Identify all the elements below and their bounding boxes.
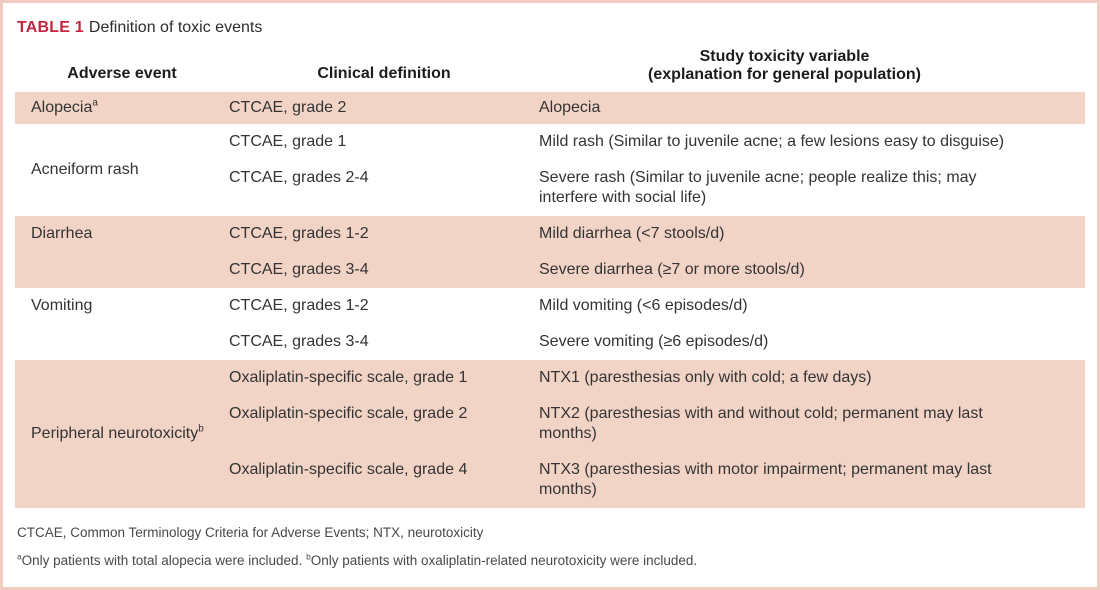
toxicity-variable-cell: Alopecia — [539, 99, 601, 116]
abbreviations-note: CTCAE, Common Terminology Criteria for Adverse Events; NTX, neurotoxicity — [17, 525, 484, 540]
toxicity-variable-cell: Mild diarrhea (<7 stools/d) — [539, 225, 725, 242]
row-group-acneiform-rash — [15, 124, 1085, 216]
toxicity-variable-cell: Severe vomiting (≥6 episodes/d) — [539, 333, 769, 350]
table-row — [229, 160, 1085, 216]
table-caption-text: Definition of toxic events — [88, 19, 263, 36]
footnote-b-marker: b — [306, 551, 311, 562]
toxicity-variable-cell: NTX2 (paresthesias with and without cold; permanent may last months) — [539, 405, 983, 442]
table-row — [229, 324, 1085, 360]
footnote-marker-b: b — [198, 423, 204, 435]
clinical-definition-cell: Oxaliplatin-specific scale, grade 1 — [229, 369, 468, 386]
clinical-definition-cell: Oxaliplatin-specific scale, grade 2 — [229, 405, 468, 422]
table-label: TABLE 1 — [17, 19, 84, 36]
table-row — [229, 360, 1085, 396]
table-row — [229, 124, 1085, 160]
toxicity-variable-cell: Mild rash (Similar to juvenile acne; a few lesions easy to disguise) — [539, 133, 1005, 150]
footnote-marker-a: a — [92, 97, 98, 109]
row-group-vomiting — [15, 288, 1085, 360]
footnote-a-text: Only patients with total alopecia were included. — [21, 553, 307, 568]
footnotes — [17, 552, 1083, 569]
row-group-alopecia — [15, 92, 1085, 124]
clinical-definition-cell: CTCAE, grades 1-2 — [229, 225, 369, 242]
toxicity-variable-cell: Mild vomiting (<6 episodes/d) — [539, 297, 748, 314]
table-caption — [17, 17, 1083, 39]
table-row — [229, 396, 1085, 452]
table-row — [229, 92, 1085, 124]
footnote-b-text: Only patients with oxaliplatin-related neurotoxicity were included. — [310, 553, 698, 568]
toxicity-variable-cell: Severe diarrhea (≥7 or more stools/d) — [539, 261, 805, 278]
header-line-2: (explanation for general population) — [648, 66, 921, 83]
clinical-definition-cell: Oxaliplatin-specific scale, grade 4 — [229, 461, 468, 478]
toxicity-variable-cell: NTX3 (paresthesias with motor impairment; permanent may last months) — [539, 461, 992, 498]
clinical-definition-cell: CTCAE, grade 1 — [229, 133, 347, 150]
adverse-event-cell: Diarrhea — [31, 225, 93, 242]
column-header-clinical-definition: Clinical definition — [317, 65, 451, 82]
adverse-event-cell: Alopecia$^a$ — [31, 97, 98, 116]
clinical-definition-cell: CTCAE, grades 3-4 — [229, 333, 369, 350]
clinical-definition-cell: CTCAE, grades 1-2 — [229, 297, 369, 314]
column-headers — [15, 48, 1085, 84]
column-header-study-toxicity-variable — [539, 48, 1085, 84]
adverse-event-cell: Peripheral neurotoxicity$^b$ — [31, 423, 204, 442]
header-line-1: Study toxicity variable — [699, 48, 870, 65]
table-row — [229, 252, 1085, 288]
row-group-peripheral-neurotoxicity — [15, 360, 1085, 508]
table-row — [229, 452, 1085, 508]
toxic-events-table — [15, 92, 1085, 508]
adverse-event-cell: Vomiting — [31, 297, 93, 314]
footnote-a-marker: a — [17, 551, 22, 562]
clinical-definition-cell: CTCAE, grades 3-4 — [229, 261, 369, 278]
column-header-adverse-event: Adverse event — [67, 65, 177, 82]
clinical-definition-cell: CTCAE, grade 2 — [229, 99, 347, 116]
clinical-definition-cell: CTCAE, grades 2-4 — [229, 169, 369, 186]
adverse-event-cell: Acneiform rash — [31, 161, 139, 178]
toxicity-variable-cell: Severe rash (Similar to juvenile acne; people realize this; may interfere with social life) — [539, 169, 977, 206]
table-row — [229, 216, 1085, 252]
row-group-diarrhea — [15, 216, 1085, 288]
table-row — [229, 288, 1085, 324]
toxicity-variable-cell: NTX1 (paresthesias only with cold; a few days) — [539, 369, 872, 386]
